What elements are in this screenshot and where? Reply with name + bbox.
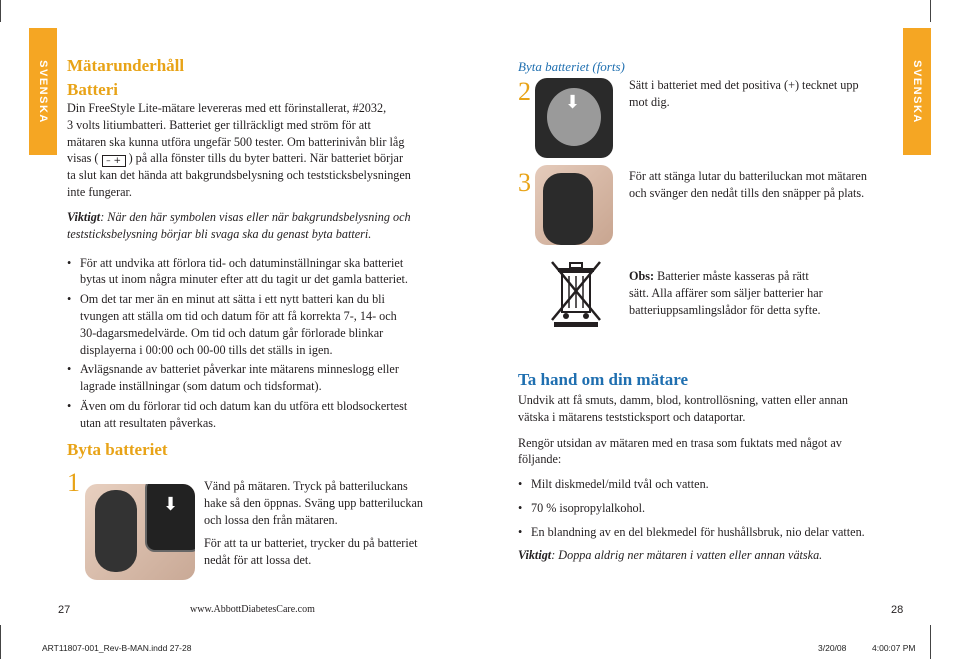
- step-number: 2: [518, 77, 531, 106]
- side-tab-label: SVENSKA: [37, 59, 49, 124]
- care-title: Ta hand om din mätare: [518, 370, 689, 389]
- intro-line: Din FreeStyle Lite-mätare levereras med ett förinstallerat, #2032,: [67, 101, 387, 115]
- crop-mark: [0, 0, 1, 22]
- arrow-down-icon: ⬇: [163, 494, 179, 515]
- battery-insert-photo: [535, 78, 613, 158]
- print-slug-date: 3/20/08: [818, 643, 847, 653]
- list-item: • Avlägsnande av batteriet påverkar inte mätarens minneslogg eller lagrade inställningar (som datum och tidsformat).: [67, 361, 467, 395]
- intro-line: ta slut kan det hända att bakgrundsbelysning och teststicksbelysningen: [67, 168, 411, 183]
- crop-mark: [0, 625, 1, 659]
- low-battery-icon: – +: [102, 155, 126, 167]
- continued-title: Byta batteriet (forts): [518, 59, 625, 74]
- list-item: • Även om du förlorar tid och datum kan du utföra ett blodsockertest utan att resultaten påverkas.: [67, 398, 467, 432]
- crop-mark: [930, 0, 931, 22]
- side-tab-left: [29, 28, 57, 155]
- arrow-down-icon: ⬇: [565, 92, 581, 113]
- website-link[interactable]: www.AbbottDiabetesCare.com: [190, 604, 315, 615]
- replace-battery-title: Byta batteriet: [67, 439, 168, 459]
- page-number-left: 27: [58, 604, 71, 616]
- intro-line: 3 volts litiumbatteri. Batteriet ger tillräckligt med ström för att: [67, 117, 371, 132]
- list-item: • Milt diskmedel/mild tvål och vatten.: [518, 476, 903, 493]
- print-slug-file: ART11807-001_Rev-B-MAN.indd 27-28: [42, 643, 192, 653]
- battery-title: Batteri: [67, 80, 118, 99]
- step2-text: Sätt i batteriet med det positiva (+) tecknet upp mot dig.: [629, 78, 859, 109]
- list-item: • Om det tar mer än en minut att sätta i ett nytt batteri kan du bli tvungen att ställa om tid och datum för att få korrekta 7-, 14- och 30-dagarsmedelvärde. Om tid och datum går förlorade blinkar displayerna i 00:00 och 00-00 tills det ställs in igen.: [67, 291, 467, 358]
- intro-line: visas ( – + ) på alla fönster tills du byter batteri. När batteriet börjar: [67, 151, 404, 167]
- step-number: 1: [67, 468, 80, 497]
- crossed-bin-icon: [548, 258, 604, 328]
- step-number: 3: [518, 168, 531, 197]
- care-important: Viktigt: Doppa aldrig ner mätaren i vatten eller annan vätska.: [518, 547, 823, 562]
- obs-note: Obs: Batterier måste kasseras på rätt sätt. Alla affärer som säljer batterier har batteriuppsamlingslådor för detta syfte.: [629, 269, 823, 317]
- intro-line: inte fungerar.: [67, 185, 132, 200]
- side-tab-label: SVENSKA: [911, 59, 923, 124]
- battery-bullets: [67, 255, 467, 432]
- side-tab-right: [903, 28, 931, 155]
- section-title: Mätarunderhåll: [67, 56, 185, 75]
- care-section: Ta hand om din mätare Undvik att få smuts, damm, blod, kontrollösning, vatten eller annan vätska i mätarens teststicksport och dataportar. Rengör utsidan av mätaren med en trasa som fuktats med något av följande: • Milt diskmedel/mild tvål och vatten. • 70 % isopropylalkohol. • En blandning av en del blekmedel för hushållsbruk, nio delar vatten. Viktigt: Doppa aldrig ner mätaren i vatten eller annan vätska.: [518, 370, 903, 563]
- list-item: • För att undvika att förlora tid- och datuminställningar ska batteriet bytas ut inom några minuter efter att du tagit ur det gamla batteriet.: [67, 255, 467, 289]
- important-note-cont: teststicksbelysning börjar bli svaga ska du genast byta batteri.: [67, 226, 372, 241]
- print-slug-time: 4:00:07 PM: [872, 643, 916, 653]
- intro-line: mätaren ska kunna utföra ungefär 500 tester. Om batterinivån blir låg: [67, 134, 405, 149]
- important-note: Viktigt: När den här symbolen visas eller när bakgrundsbelysning och: [67, 209, 411, 224]
- close-cover-photo: [535, 165, 613, 245]
- step1-text: Vänd på mätaren. Tryck på batteriluckans hake så den öppnas. Sväng upp batteriluckan och lossa den från mätaren. För att ta ur batteriet, trycker du på batteriet nedåt för att lossa det.: [204, 479, 423, 568]
- left-page: [67, 56, 467, 460]
- crop-mark: [930, 625, 931, 659]
- page-number-right: 28: [891, 604, 904, 616]
- care-bullets: [518, 476, 903, 540]
- list-item: • 70 % isopropylalkohol.: [518, 500, 903, 517]
- list-item: • En blandning av en del blekmedel för hushållsbruk, nio delar vatten.: [518, 524, 903, 541]
- meter-back-photo: [85, 484, 195, 580]
- step3-text: För att stänga lutar du batteriluckan mot mätaren och svänger den nedåt tills den snäpper på plats.: [629, 169, 867, 200]
